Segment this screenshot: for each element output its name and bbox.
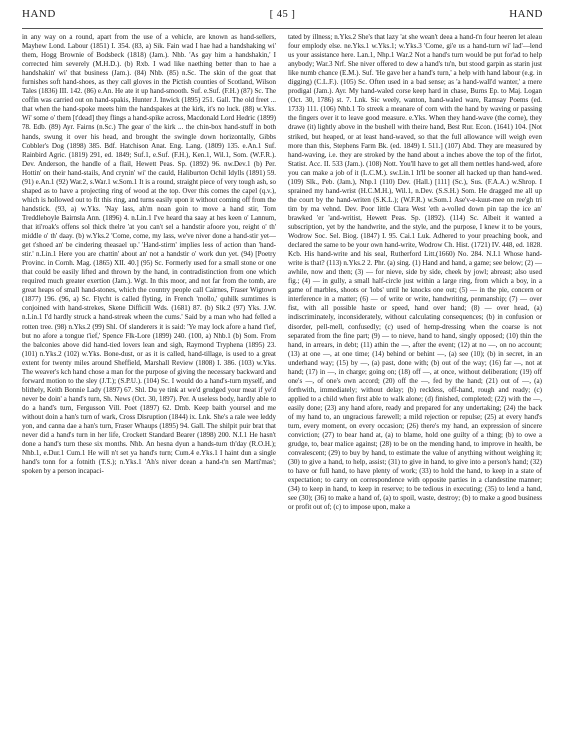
- right-column-text: tated by illness; n.Yks.2 She's that lazy 'at she wean't deea a hand-t'n four heeren let aleau four emplody else. ne.Yks.1 w.Yks.1; w.Yks.3 'Come, gi'e us a hand-turn wi' lad'—lend us your assistance here. Lan.1, Nhp.1 War.2 Not a hand's turn would be put for'ad to help anybody; War.3 Nrf. She niver offered to dew a hand's tu'n, but stood garpin as starin just like numb chance (E.M.). Suf. 'He gave her a hand's turn,' a help with hand labour (e.g. in digging) (C.L.F.). (105) Sc. Often used in a bad sense; as 'a hand-wall'd wanter,' a mere prodigal (Jam.). Ayr. My hand-waled corse keep hard in chase, Burns Ep. to Maj. Logan (Oct. 30, 1786) st. 7. Lnk. Sic weely, wanton, hand-waled ware, Ramsay Poems (ed. 1733) 111. (106) Nhb.1 To streek a meanare of corn with the hand by waving or passing the fingers over it to leave good measure. e.Yks. When they hand-wave (the corne), they drawe (it) lightly above in the bushell with theire hand, Best Rur. Econ. (1641) 104. [Not striked, but heaped, or at least hand-waved, so that the full allowance will weigh even more than this, Stephens Farm Bk. (ed. 1849) I. 511.] (107) Abd. They are measured by hand-waving, i.e. they are stroked by the hand about a inches above the top of the firlot, Statist. Acc. II. 533 (Jam.). (108) Nott. You'll have to get all them nettles hand-wed, afore you can make a job of it (L.C.M.). sw.Lin.1 It'll be sooner all hacked up than hand-wed. (109) Slk., Peb. (Jam.), Nhp.1 (110) Dev. (Hall.) [111] (Sc.), Sus. (F.A.A.) w.Shrop. I sprained my hand-wrist (H.C.M.H.), Wil.1, n.Dev. (S.S.H.) Som. He dragged me all up the court by the hand-writen (S.K.L.); (W.F.R.) w.Som.1 Ase'v-e-kuut-mee on ree'gh tri tim by ma vehnd. Dev. Poor little Clara West 'eth a-volled down pin tap the ice an' brawked 'er 'and-writist, Hewett Peas. Sp. (1892). (114) Sc. Albeit it wanted a subscription, yet by the handwrite, and the style, and the purpose, I knew it to be yours, Wodrow Soc. Sel. Biog. (1847) I. 95. Cai.1 Luk. Adhered to your preaching book, and declared the same to be your own hand-write, Wodrow Ch. Hist. (1721) IV. 448, ed. 1828. Kcb. His hand-write and his seal, Rutherford Litt.(1660) No. 284. N.I.1 Whose hand-write is that? (113) n.Yks.2 2. Phr. (a) sing. (1) Hand and hand, a game; see below; (2) — awhile, now and then; (3) — for nieve, side by side, cheek by jowl; abreast; also used fig.; (4) — in gully, a small half-circle just within a large ring, from which a boy, in a game of marbles, shoots or 'lobs' until he knocks one out; (5) — in the pie, concern or interference in a matter; (6) — of write or write, handwriting, penmanship; (7) — over fist, with all possible haste or speed, hand over hand; (8) — over head, (a) indiscriminately, inconsiderately, without calculating consequences; (b) in confusion or disorder, pell-mell, confusedly; (c) used of hemp-dressing when the coarse is not separated from the fine part; (9) — to nieve, hand to hand, singly opposed; (10) thin the hand, in arrears, in debt; (11) athin the —, after the event; (12) at no —, on no account; (13) at one —, at one time; (14) behind or behint —, (a) see (10); (b) in secret, in an underhand way; (15) by —, (a) past, done with; (b) out of the way; (16) far —, not at hand; (17) in —, in charge; going on; (18) off —, at once, without deliberation; (19) off one's —, of one's own accord; (20) off the —, fed by the hand; (21) out of —, (a) forthwith, immediately; without delay; (b) reckless, off-hand, rough and ready; (c) applied to a child when first able to walk alone; (d) finished, completed; (22) with the —, easily done; (23) any hand afore, ready and prepared for any undertaking; (24) the back of my hand to, an ungracious farewell; a mild rejection or repulse; (25) at every hand's turn, every moment, on every occasion; (26) there's my hand, an expression of sincere conviction; (27) to bear hand at, (a) to blame, hold one guilty of a thing; (b) to owe a grudge, to, bear malice against; (28) to be on the mending hand, to improve in health, be convalescent; (29) to buy by hand, to estimate the value of anything without weighing it; (30) to give a hand, to help, assist; (31) to give in hand, to give into a person's hand; (32) to have or full hand, to have plenty of work; (33) to hold the hand, to keep in a state of expectation; to carry on correspondence with opposite parties in a clandestine manner; (34) to keep in hand, to keep in reserve; to be tedious in executing; (35) to lend a hand, see (30); (36) to make a hand of, (a) to spoil, waste, destroy; (b) to make a good business or profit out of; (c) to impose upon, make a: [288, 33, 542, 512]
- right-column: [288, 33, 542, 755]
- running-head-right: HAND: [509, 8, 543, 20]
- running-head-left: HAND: [22, 8, 56, 20]
- left-column-text: in any way on a round, apart from the use of a vehicle, are known as hand-sellers, Mayhew Lond. Labour (1851) I. 354. (83, a) Sik. Fain wad I hae had a handshaking wi' them, Hogg Brownie of Bodsbeck (1818) (Jam.). Nhb. 'As gay him a handshakin,' I corrected him severely (M.H.D.). (b) Rxb. I wad like naething better than to hae a handshakin' wi' that business (Jam.). (84) Nhb. (85) n.Sc. The skin of the goat that furnishes soft hand-shoes, as they call gloves in the Pictish counties of Scotland, Wilson Tales (1836) III. 142. (86) e.An. He ate it up hand-smooth. Suf. e.Suf. (F.H.) (87) Sc. The coffin was carried out on hand-spakis, Hunter J. Inwick (1895) 251. Gall. The old freet ... that when the hand-spoke meets him the handspakes at the kirk, it's no luck. (88) w.Yks. Wi' some o' them [t'dead] they flings a hand-spike across, Macdonald Lord Hedric (1899) 78. Edb. (89) Ayr. Fairns (n.Sc.) The gear o' the kirk ... the chin-box hand-stuff in both hands, swung it over his head, and brought the swingle down horizontally, Gibbs Cobbler's Dog (1898) 385. Bdf. Hatchison Anat. Eng. Lang. (1809) 135. e.An.1 Suf. Rainbird Agric. (1819) 291, ed. 1849; Suf.1, e.Suf. (F.H.), Ken.1, Wil.1, Som. (W.F.R.). Dev. Anderson, the handle of a flail, Hewett Peas. Sp. (1892) 96. nw.Dev.1 (b) Per. Hottin' on their hand-stails, And crynin' wi' the cauld, Haliburton Ochil Idylls (1891) 59. (91) e.An.1 (92) War.2, s.War.1 w.Som.1 It is a round, straight piece of very tough ash, so shaped as to have a projecting ring of wood at the top. Over this comes the capel (q.v.), which is hollowed out to fit this ring, and turns easily upon it without coming off from the handstick. (93, a) w.Yks. 'Nay lass, ah'm noan goin to move a hand stir, Tom Treddlehoyle Bairnsla Ann. (1896) 4. n.Lin.1 I've heard tha saay at hes keen o' Lannum, that iti'roak's offens sol thick thelre 'at you can't sel a handstir afoore you, reight o' th' middle o' th' daay. (b) w.Yks.2 'Come, come, my lass, we've niver done a hand-stir yet—get t'shoed an' be cindering theasael up.' 'Hand-stirm' implies less of action than 'hand-stir.' n.Lin.1 Here you are chattin' about an' not a handstir o' work dun yet. (94) [Poetry Provinc. in Cornh. Mag. (1865) XII. 40.] (95) Sc. Formerly used for a small stone or one that could be easily lifted and thrown by the hand, in contradistinction from one which required much greater exertion (Jam.). Wgt. In this moor, and not far from the tomb, are great heaps of small hand-stones, which the country people call Cairnes, Fraser Wigtown (1877) 196. (96, a) Sc. Flycht is called flyting, in French 'mollo,' quhilk sumtimes is conjoined with hand-strekes, Skene Difficill Wds. (1681) 87. (b) Slk.2 (97) Yks. J.W. n.Lin.1 I'd hardly struck a hand-streak wheen the cums.' Said by a man who had felled a rotten tree. (98) n.Yks.2 (99) Shl. Of slanderers it is said: 'Ye may lock afore a hand t'ief, but no afore a tongue t'ief,' Spence Flk-Lore (1899) 240. (100, a) Nhb.1 (b) Som. From the balconies above did hand-tied lovers lean and sigh, Raymond Tryphena (1895) 23. (101) n.Yks.2 (102) w.Yks. Bone-dust, or as it is called, hand-tillage, is used to a great extent for twenty miles around Sheffield, Marshall Review (1808) I. 386. (103) w.Yks. The weaver's kch hand chose a man for the purpose of giving the necessary backward and forward motion to the sley (J.T.); (S.P.U.). (104) Sc. I would do a hand's-turn myself, and blithely, Keith Bonnie Lady (1897) 67. Shl. Du ye tink at we'd grudged your meat if ye'd never be doin' a hand's turn, Sh. News (Oct. 30, 1897). Per. A useless body, hardly able to do a hand's turn, Fergusson Vill. Poet (1897) 62. Dmb. Keep baith yoursel and me without doin a han's turn of wark, Cross Disruption (1844) ix. Lnk. She's a rale wee leddy yon, and canna dae a han's turn, Fraser Whaups (1895) 94. Gall. The shilpit puir brat that never did a hand's turn in her life, Crockett Standard Bearer (1898) 200. N.I.1 He hasn't done a hand's turn these six months. Nhb. An hesna dyun a hands-turn th'day (R.O.H.); Nhb.1, e.Dur.1 Cum.1 He will n't set ya hand's turn; Cum.4 e.Yks.1 I haint dun a single hand's tonn for a fotnith (T.S.); n.Yks.1 'Ah's niver dcean a hand-t'n sen Marti'mas'; spoken by a person incapaci-: [22, 33, 276, 476]
- text-columns: [22, 33, 543, 755]
- left-column: [22, 33, 276, 755]
- page-header: [22, 8, 543, 29]
- page-number: [ 45 ]: [269, 9, 296, 20]
